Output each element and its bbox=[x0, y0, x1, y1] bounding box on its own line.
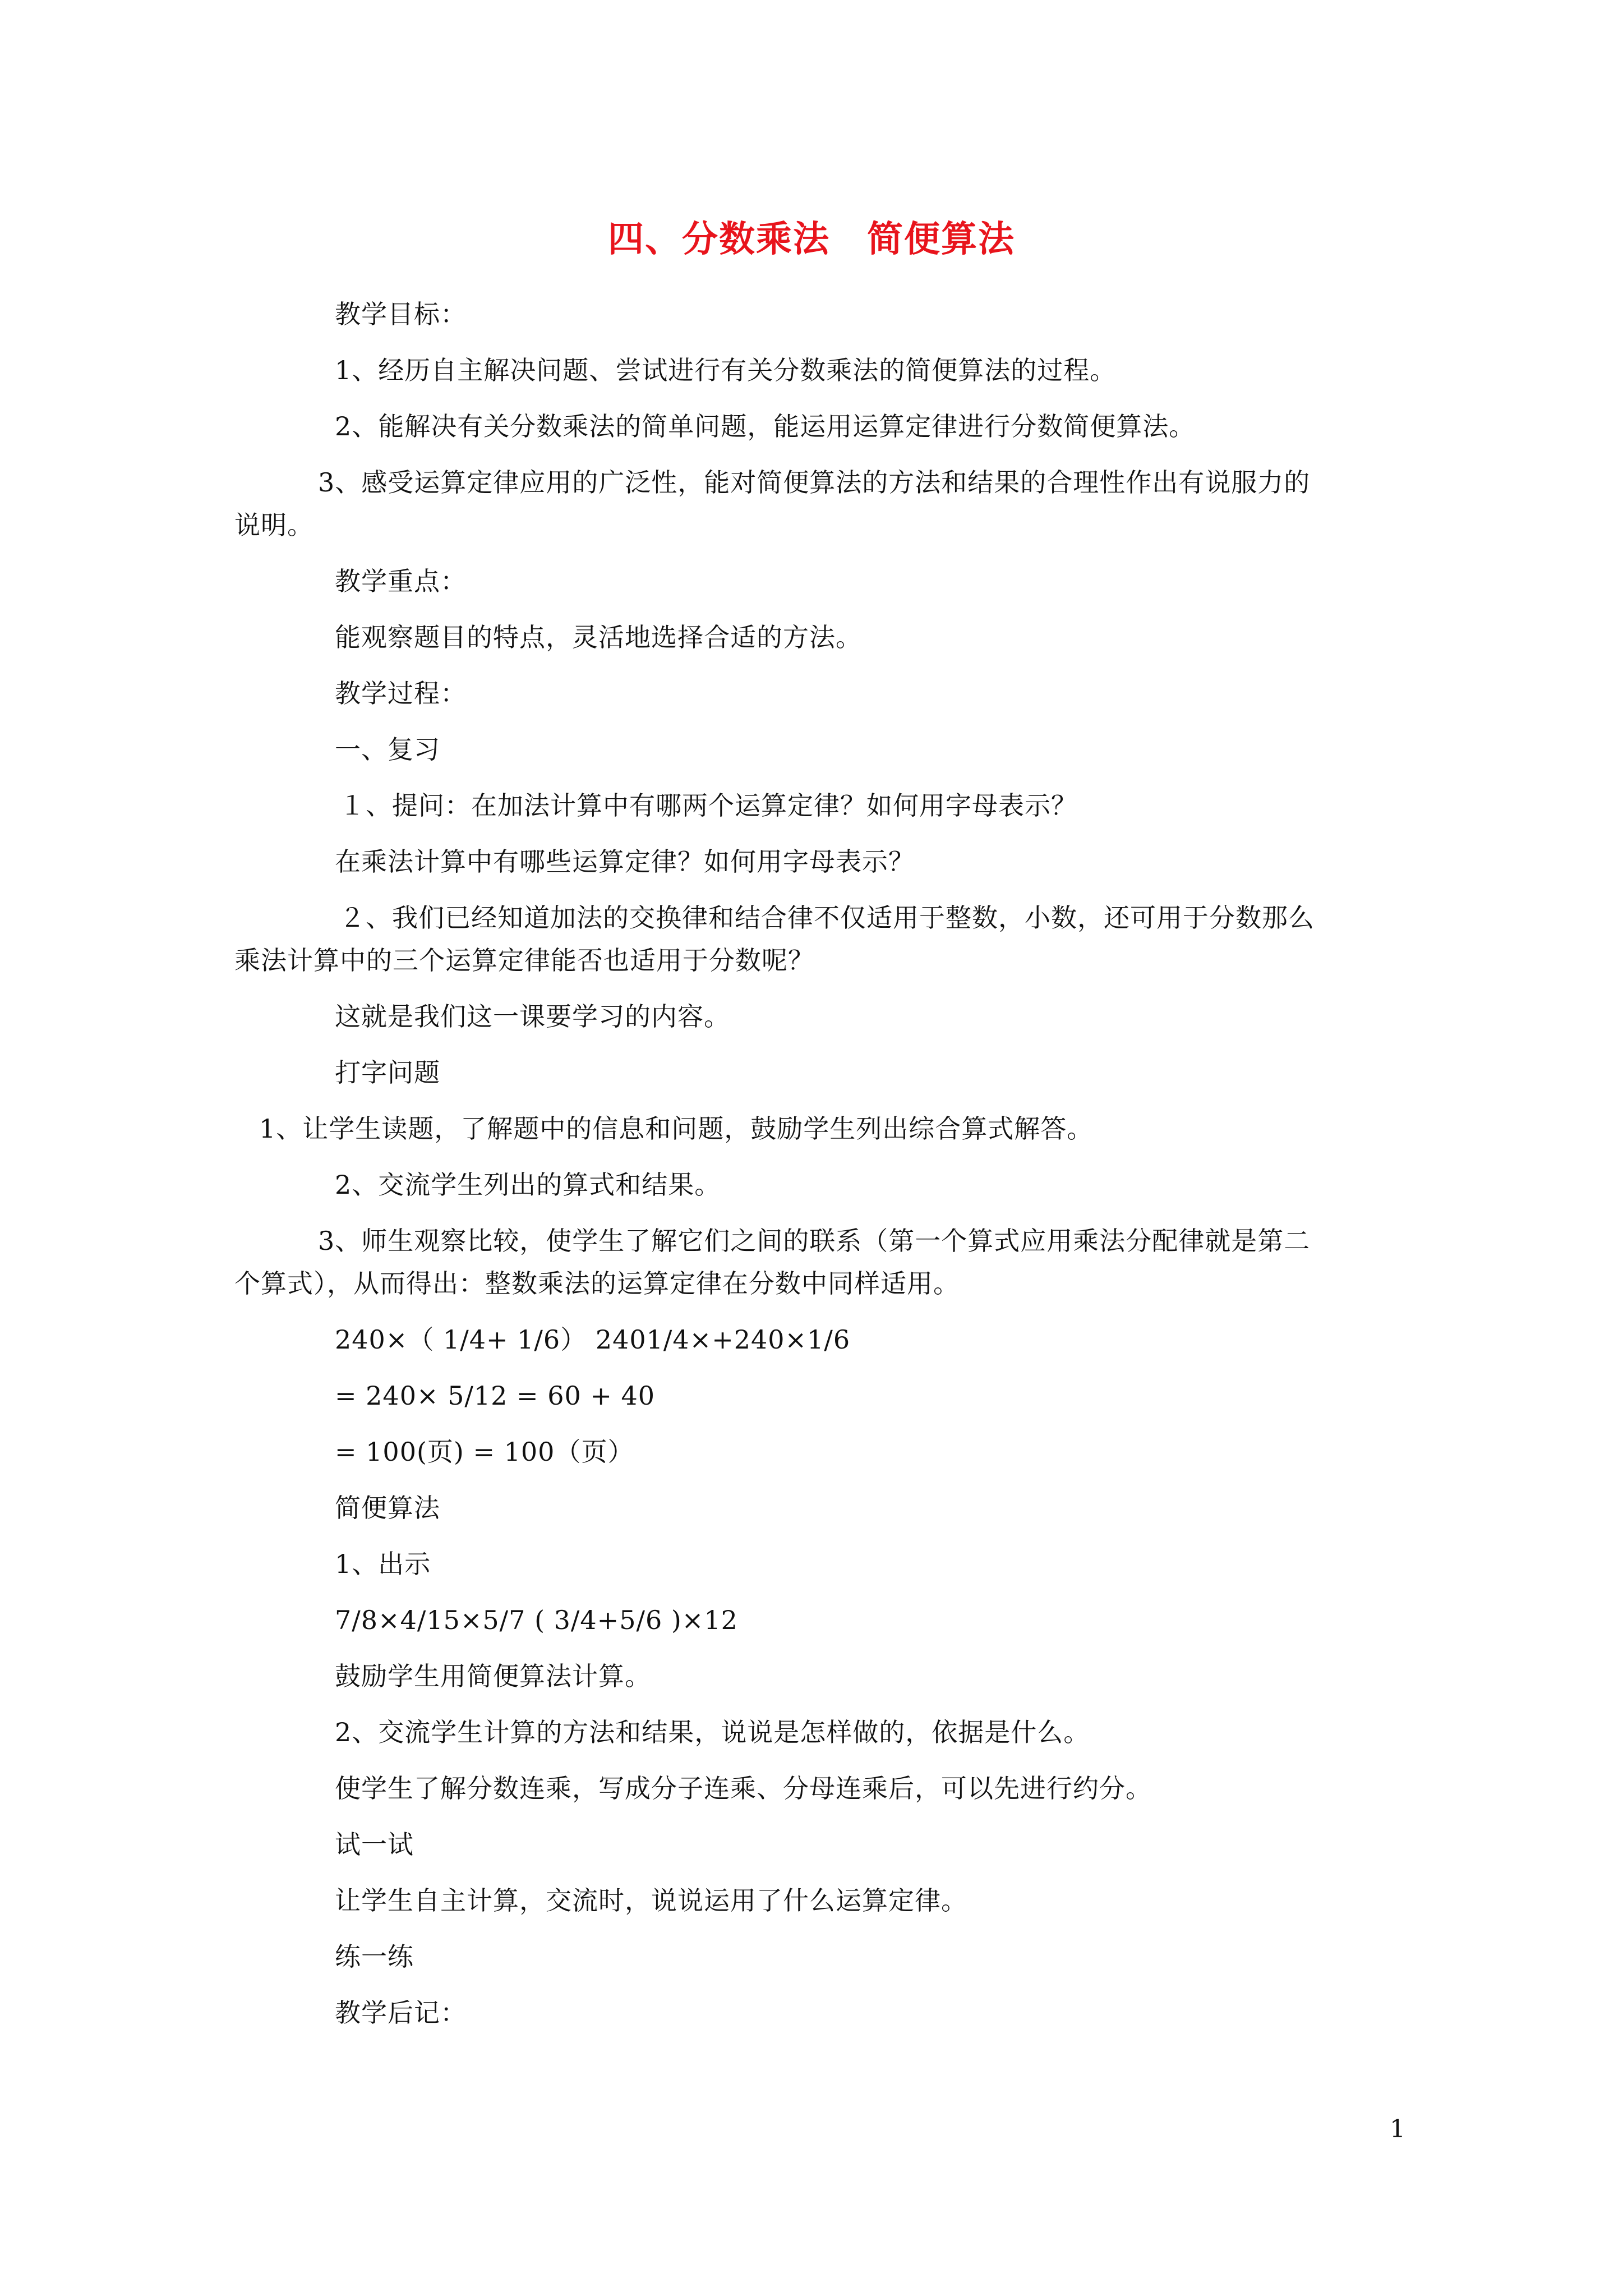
text-line: 说明。 bbox=[234, 510, 313, 540]
text-line: 简便算法 bbox=[335, 1493, 440, 1523]
text-line: 2、交流学生列出的算式和结果。 bbox=[335, 1170, 721, 1200]
text-line: 鼓励学生用简便算法计算。 bbox=[335, 1661, 651, 1691]
text-line: 教学后记： bbox=[335, 1998, 467, 2028]
formula-line: = 240× 5/12 = 60 + 40 bbox=[335, 1381, 656, 1411]
formula-line: = 100(页) = 100（页） bbox=[335, 1437, 634, 1467]
text-line: 2、交流学生计算的方法和结果，说说是怎样做的，依据是什么。 bbox=[335, 1717, 1090, 1747]
text-line: 在乘法计算中有哪些运算定律？如何用字母表示？ bbox=[335, 846, 915, 877]
text-line: 个算式），从而得出：整数乘法的运算定律在分数中同样适用。 bbox=[234, 1268, 960, 1299]
text-line: 1、经历自主解决问题、尝试进行有关分数乘法的简便算法的过程。 bbox=[335, 355, 1117, 385]
text-line: ２、我们已经知道加法的交换律和结合律不仅适用于整数，小数，还可用于分数那么 bbox=[339, 903, 1315, 933]
page-number: 1 bbox=[1390, 2115, 1405, 2143]
formula-line: 7/8×4/15×5/7 ( 3/4+5/6 )×12 bbox=[335, 1605, 738, 1635]
formula-line: 240×（ 1/4+ 1/6） 2401/4×+240×1/6 bbox=[335, 1324, 851, 1355]
text-line: 这就是我们这一课要学习的内容。 bbox=[335, 1001, 730, 1032]
text-line: 教学目标： bbox=[335, 299, 467, 329]
text-line: 教学重点： bbox=[335, 566, 467, 596]
text-line: 1、出示 bbox=[335, 1549, 431, 1579]
text-line: 3、感受运算定律应用的广泛性，能对简便算法的方法和结果的合理性作出有说服力的 bbox=[318, 467, 1311, 498]
text-line: 使学生了解分数连乘，写成分子连乘、分母连乘后，可以先进行约分。 bbox=[335, 1773, 1152, 1803]
text-line: 能观察题目的特点，灵活地选择合适的方法。 bbox=[335, 622, 862, 652]
text-line: 教学过程： bbox=[335, 678, 467, 708]
text-line: 1、让学生读题，了解题中的信息和问题，鼓励学生列出综合算式解答。 bbox=[259, 1114, 1094, 1144]
page-title: 四、分数乘法 简便算法 bbox=[608, 218, 1015, 260]
text-line: 一、复习 bbox=[335, 734, 440, 765]
text-line: 乘法计算中的三个运算定律能否也适用于分数呢？ bbox=[234, 945, 814, 976]
text-line: 练一练 bbox=[335, 1941, 414, 1972]
text-line: １、提问：在加法计算中有哪两个运算定律？如何用字母表示？ bbox=[339, 790, 1077, 821]
text-line: 2、能解决有关分数乘法的简单问题，能运用运算定律进行分数简便算法。 bbox=[335, 411, 1196, 441]
text-line: 3、师生观察比较，使学生了解它们之间的联系（第一个算式应用乘法分配律就是第二 bbox=[318, 1226, 1311, 1256]
text-line: 打字问题 bbox=[335, 1057, 440, 1088]
text-line: 让学生自主计算，交流时，说说运用了什么运算定律。 bbox=[335, 1885, 967, 1916]
text-line: 试一试 bbox=[335, 1829, 414, 1860]
